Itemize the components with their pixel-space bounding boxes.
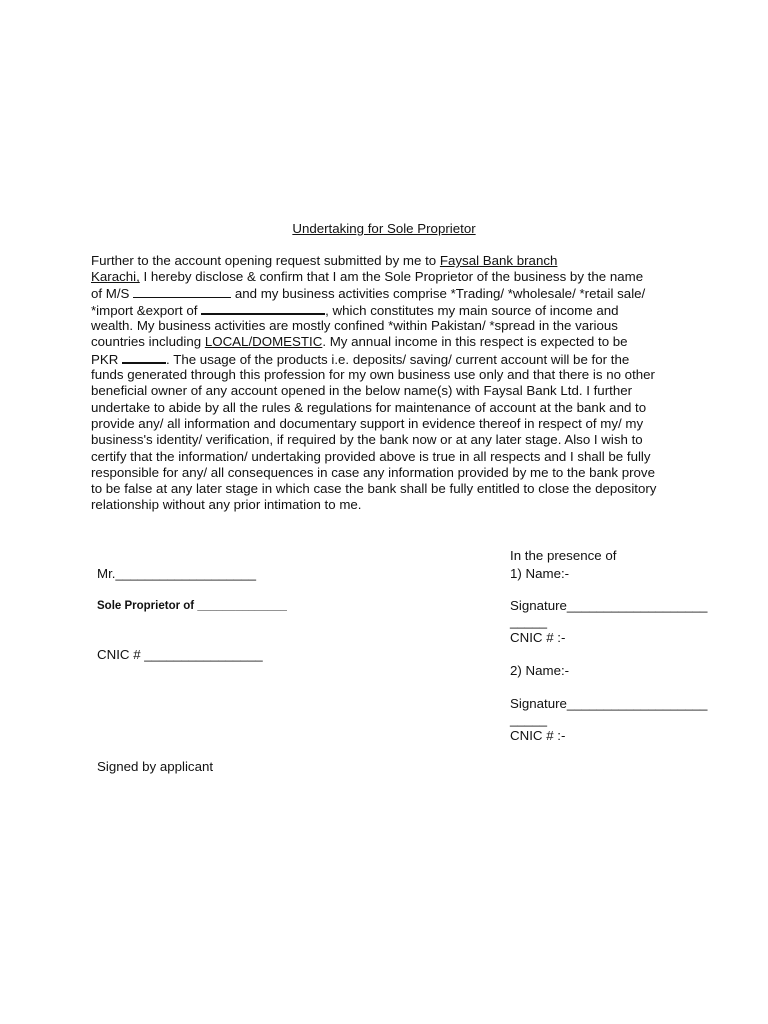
text-run: and my business activities comprise *Trading/ *wholesale/ *retail sale/ (231, 285, 646, 301)
city-field: Karachi, (91, 269, 140, 285)
witness2-signature-line: Signature___________________ (510, 696, 708, 711)
paragraph-line: responsible for any/ all consequences in case any information provided by me to the bank prove (91, 464, 655, 480)
annual-income-blank (122, 351, 166, 364)
text-run: *import &export of (91, 302, 202, 318)
paragraph-line (91, 253, 691, 269)
witness1-name-line: 1) Name:- (510, 566, 570, 581)
applicant-name-line: Mr.___________________ (97, 566, 256, 581)
signed-by-applicant: Signed by applicant (97, 759, 214, 774)
witness2-signature-continuation: _____ (510, 712, 547, 727)
applicant-cnic-line: CNIC # ________________ (97, 647, 263, 662)
countries-field: LOCAL/DOMESTIC (204, 334, 323, 350)
sole-proprietor-line: Sole Proprietor of ______________ (97, 600, 287, 612)
paragraph-line: beneficial owner of any account opened in the below name(s) with Faysal Bank Ltd. I further (91, 383, 633, 399)
document-title: Undertaking for Sole Proprietor (292, 221, 476, 236)
undertaking-paragraph (91, 253, 691, 514)
paragraph-line: funds generated through this profession for my own business use only and that there is no other (91, 367, 655, 383)
witness1-cnic-line: CNIC # :- (510, 630, 566, 645)
text-run: countries including (91, 334, 205, 350)
paragraph-line: business's identity/ verification, if required by the bank now or at any later stage. Also I wish to (91, 432, 643, 448)
text-run: Further to the account opening request submitted by me to (91, 253, 440, 268)
text-run: , which constitutes my main source of income and (325, 302, 619, 318)
paragraph-line (91, 302, 691, 318)
witness1-signature-continuation: _____ (510, 614, 547, 629)
paragraph-line (91, 351, 691, 367)
paragraph-line: undertake to abide by all the rules & regulations for maintenance of account at the bank and to (91, 399, 647, 415)
paragraph-line: certify that the information/ undertaking provided above is true in all respects and I shall be fully (91, 448, 651, 464)
export-goods-blank (201, 302, 325, 315)
witness2-cnic-line: CNIC # :- (510, 728, 566, 743)
witness-presence-heading: In the presence of (510, 548, 617, 563)
text-run: PKR (91, 351, 123, 367)
witness2-name-line: 2) Name:- (510, 663, 570, 678)
paragraph-line: wealth. My business activities are mostly confined *within Pakistan/ *spread in the various (91, 318, 618, 334)
paragraph-line: provide any/ all information and documentary support in evidence thereof in respect of my/ my (91, 415, 644, 431)
witness1-signature-line: Signature___________________ (510, 598, 708, 613)
paragraph-line: relationship without any prior intimation to me. (91, 497, 362, 513)
bank-branch-field: Faysal Bank branch (439, 253, 558, 268)
text-run: I hereby disclose & confirm that I am the Sole Proprietor of the business by the name (139, 269, 644, 285)
business-name-blank (133, 286, 231, 298)
text-run: . My annual income in this respect is expected to be (322, 334, 628, 350)
text-run: . The usage of the products i.e. deposits/ saving/ current account will be for the (166, 351, 630, 367)
paragraph-line: to be false at any later stage in which case the bank shall be fully entitled to close the depository (91, 481, 657, 497)
paragraph-line (91, 334, 691, 350)
paragraph-line (91, 269, 691, 285)
text-run: of M/S (91, 285, 134, 301)
paragraph-line (91, 286, 691, 302)
